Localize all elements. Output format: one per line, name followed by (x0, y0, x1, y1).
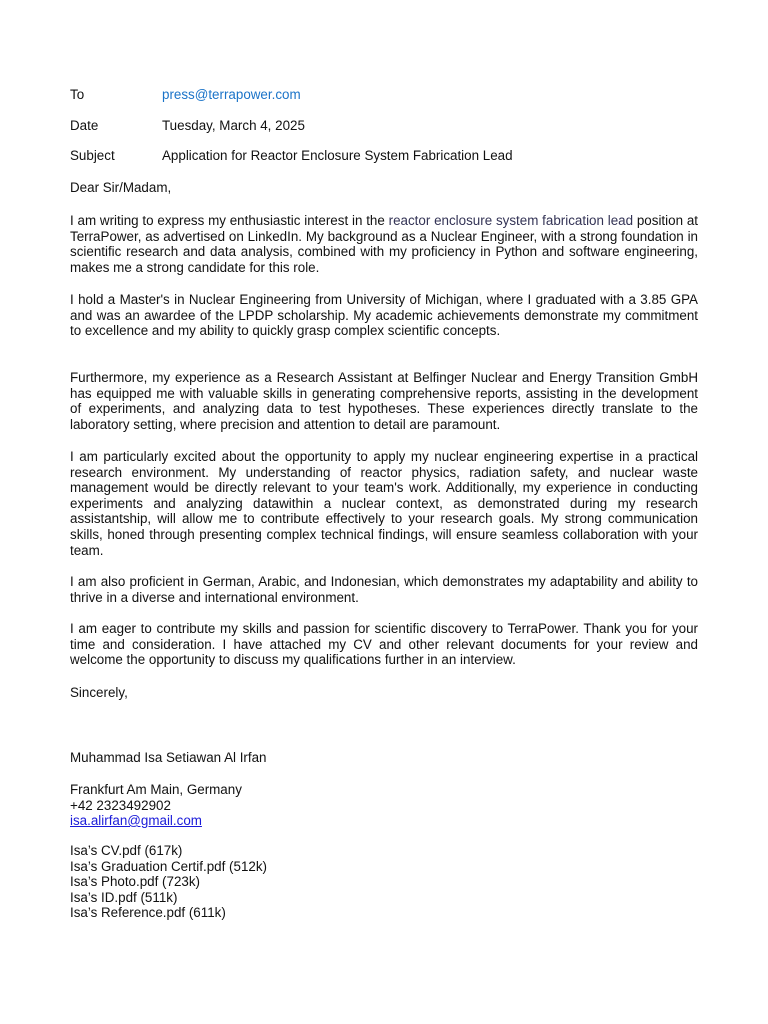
to-email-link[interactable]: press@terrapower.com (162, 87, 301, 102)
signature-phone: +42 2323492902 (70, 797, 171, 813)
intro-text-end: position at TerraPower, as advertised on LinkedIn. My background as a Nuclear Engineer, with a strong foundation in scientific research and data analysis, combined with my proficiency in Python and software engineering, makes me a strong candidate for this role. (70, 213, 698, 275)
signature-name: Muhammad Isa Setiawan Al Irfan (70, 750, 267, 765)
date-label: Date (70, 118, 99, 133)
paragraph-experience: Furthermore, my experience as a Research Assistant at Belfinger Nuclear and Energy Transition GmbH has equipped me with valuable skills in generating comprehensive reports, assisting in the development of experiments, and analyzing data to test hypotheses. These experiences directly translate to the laboratory setting, where precision and attention to detail are paramount. (70, 370, 698, 432)
role-title: reactor enclosure system fabrication lead (388, 213, 634, 228)
paragraph-languages: I am also proficient in German, Arabic, and Indonesian, which demonstrates my adaptability and ability to thrive in a diverse and international environment. (70, 574, 698, 605)
subject-label: Subject (70, 148, 115, 163)
attachment-item[interactable]: Isa’s Photo.pdf (723k) (70, 874, 201, 889)
attachment-item[interactable]: Isa’s Graduation Certif.pdf (512k) (70, 858, 267, 874)
subject-value: Application for Reactor Enclosure System Fabrication Lead (162, 148, 513, 163)
attachment-item[interactable]: Isa’s Reference.pdf (611k) (70, 905, 226, 920)
closing: Sincerely, (70, 685, 128, 700)
paragraph-intro (70, 213, 698, 275)
intro-text-start: I am writing to express my enthusiastic interest in the (70, 213, 389, 228)
signature-location: Frankfurt Am Main, Germany (70, 782, 242, 797)
paragraph-closing: I am eager to contribute my skills and passion for scientific discovery to TerraPower. Thank you for your time and consideration. I have attached my CV and other relevant documents for your review and welcome the opportunity to discuss my qualifications further in an interview. (70, 621, 698, 668)
attachment-item[interactable]: Isa’s ID.pdf (511k) (70, 889, 178, 905)
contact-block (70, 782, 242, 829)
paragraph-motivation: I am particularly excited about the opportunity to apply my nuclear engineering expertise in a practical research environment. My understanding of reactor physics, radiation safety, and nuclear waste management would be directly relevant to your team's work. Additionally, my experience in conducting experiments and analyzing datawithin a nuclear context, as demonstrated during my research assistantship, will allow me to contribute effectively to your research goals. My strong communication skills, honed through presenting complex technical findings, will ensure seamless collaboration with your team. (70, 449, 698, 558)
date-value: Tuesday, March 4, 2025 (162, 118, 305, 133)
attachment-item[interactable]: Isa’s CV.pdf (617k) (70, 843, 183, 858)
to-label: To (70, 87, 85, 102)
paragraph-education: I hold a Master's in Nuclear Engineering from University of Michigan, where I graduated with a 3.85 GPA and was an awardee of the LPDP scholarship. My academic achievements demonstrate my commitment to excellence and my ability to quickly grasp complex scientific concepts. (70, 292, 698, 339)
salutation: Dear Sir/Madam, (70, 180, 172, 195)
attachments-list (70, 843, 267, 921)
signature-email-link[interactable]: isa.alirfan@gmail.com (70, 813, 202, 828)
